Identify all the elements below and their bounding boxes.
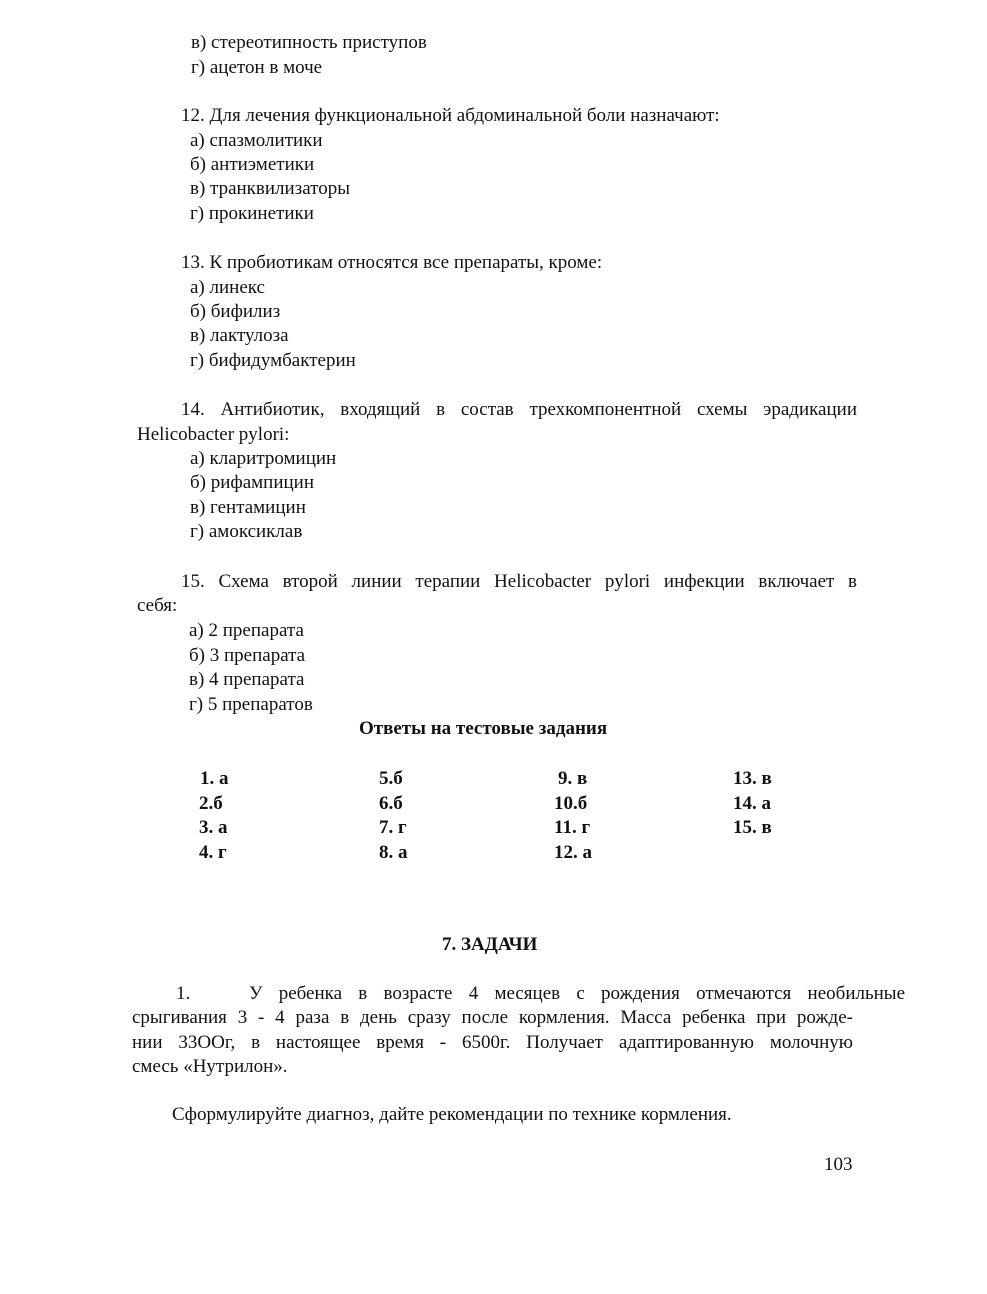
answer-item: 6.б	[379, 793, 403, 814]
tasks-heading: 7. ЗАДАЧИ	[442, 934, 538, 955]
q13-option-c: в) лактулоза	[190, 325, 289, 346]
q11-option-d: г) ацетон в моче	[191, 57, 323, 78]
answer-item: 7. г	[379, 817, 407, 838]
answer-item: 9. в	[558, 768, 588, 789]
answer-item: 10.б	[554, 793, 588, 814]
q14-option-b: б) рифампицин	[190, 472, 315, 493]
q14-option-a: а) кларитромицин	[190, 448, 337, 469]
q15-question-line1: 15. Схема второй линии терапии Helicobacter pylori инфекции включает в	[181, 571, 857, 592]
q12-option-c: в) транквилизаторы	[190, 178, 350, 199]
q15-question-line2: себя:	[137, 595, 178, 616]
q13-question: 13. К пробиотикам относятся все препараты, кроме:	[181, 252, 603, 273]
task1-line3: нии 33ООг, в настоящее время - 6500г. Получает адаптированную молочную	[132, 1032, 853, 1053]
q12-question: 12. Для лечения функциональной абдоминальной боли назначают:	[181, 105, 720, 126]
answer-item: 12. а	[554, 842, 592, 863]
task1-number: 1.	[176, 983, 191, 1004]
q15-option-d: г) 5 препаратов	[189, 694, 313, 715]
q13-option-b: б) бифилиз	[190, 301, 281, 322]
task1-line4: смесь «Нутрилон».	[132, 1056, 288, 1077]
answer-item: 2.б	[199, 793, 223, 814]
q14-option-c: в) гентамицин	[190, 497, 306, 518]
answer-item: 8. а	[379, 842, 408, 863]
task-instruction: Сформулируйте диагноз, дайте рекомендации по технике кормления.	[172, 1104, 732, 1125]
q15-option-b: б) 3 препарата	[189, 645, 306, 666]
answer-item: 11. г	[554, 817, 591, 838]
q12-option-b: б) антиэметики	[190, 154, 315, 175]
q13-option-a: а) линекс	[190, 277, 265, 298]
q15-option-a: а) 2 препарата	[189, 620, 304, 641]
q14-option-d: г) амоксиклав	[190, 521, 303, 542]
answer-item: 15. в	[733, 817, 772, 838]
q12-option-d: г) прокинетики	[190, 203, 314, 224]
answer-item: 13. в	[733, 768, 772, 789]
answer-item: 5.б	[379, 768, 403, 789]
answer-item: 4. г	[199, 842, 227, 863]
q11-option-c: в) стереотипность приступов	[191, 32, 427, 53]
q15-option-c: в) 4 препарата	[189, 669, 305, 690]
q12-option-a: а) спазмолитики	[190, 130, 323, 151]
answer-item: 14. а	[733, 793, 771, 814]
answers-title: Ответы на тестовые задания	[359, 718, 608, 739]
q14-question-line2: Helicobacter pylori:	[137, 424, 290, 445]
answer-item: 3. а	[199, 817, 228, 838]
task1-line2: срыгивания 3 - 4 раза в день сразу после кормления. Масса ребенка при рожде-	[132, 1007, 853, 1028]
task1-line1: У ребенка в возрасте 4 месяцев с рождения отмечаются необильные	[249, 983, 905, 1004]
answer-item: 1. а	[200, 768, 229, 789]
page-number: 103	[824, 1154, 853, 1175]
q13-option-d: г) бифидумбактерин	[190, 350, 356, 371]
q14-question-line1: 14. Антибиотик, входящий в состав трехкомпонентной схемы эрадикации	[181, 399, 857, 420]
